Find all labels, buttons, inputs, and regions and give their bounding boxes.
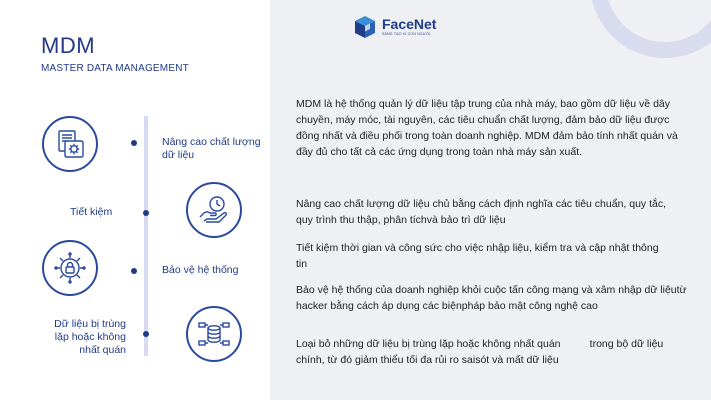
timeline-label-quality: Nâng cao chất lượng dữ liệu bbox=[162, 136, 261, 161]
cube-logo-icon bbox=[352, 14, 378, 40]
quality-paragraph: Nâng cao chất lượng dữ liệu chủ bằng cách định nghĩa các tiêu chuẩn, quy tắc, quy trình thu thập, phân tíchvà bảo trì dữ liệu bbox=[296, 198, 667, 226]
timeline-dot-3 bbox=[131, 268, 137, 274]
protect-circle bbox=[42, 240, 98, 296]
shield-lock-icon bbox=[53, 251, 87, 285]
quality-circle bbox=[42, 116, 98, 172]
facenet-logo bbox=[352, 14, 436, 40]
dedup-circle bbox=[186, 306, 242, 362]
page-title: MDM bbox=[41, 33, 96, 58]
decorative-arc bbox=[590, 0, 711, 58]
database-network-icon bbox=[197, 317, 231, 351]
timeline-dot-2 bbox=[143, 210, 149, 216]
dedup-paragraph: Loại bỏ những dữ liệu bị trùng lặp hoặc không nhất quán trong bộ dữ liệu chính, từ đó giảm thiểu tối đa rủi ro saisót và mất dữ liệu bbox=[296, 338, 667, 366]
timeline-dot-1 bbox=[131, 140, 137, 146]
timeline-label-saving: Tiết kiệm bbox=[70, 206, 113, 218]
logo-name: FaceNet bbox=[382, 16, 437, 32]
saving-paragraph: Tiết kiệm thời gian và công sức cho việc nhập liệu, kiểm tra và cập nhật thông tin bbox=[296, 242, 659, 270]
timeline-line bbox=[144, 116, 148, 356]
protect-paragraph: Bảo vệ hệ thống của doanh nghiệp khỏi cuộc tấn công mạng và xâm nhập dữ liệutừ hacker bằng cách áp dụng các biệnpháp bảo mật công nghệ cao bbox=[296, 284, 687, 312]
timeline-label-protect: Bảo vệ hệ thống bbox=[162, 264, 239, 276]
logo-tagline: SÁNG TẠO VÌ CON NGƯỜI bbox=[382, 32, 431, 36]
intro-paragraph: MDM là hệ thống quản lý dữ liệu tập trung của nhà máy, bao gồm dữ liệu về dây chuyền, máy móc, tài nguyên, các tiêu chuẩn chất lượng, đảm bảo dữ liệu được đồng nhất và điều phối trong toàn doanh nghiệp. MDM đảm bảo tính nhất quán và đầy đủ cho tất cả các ứng dụng trong toàn nhà máy sản xuất. bbox=[296, 98, 678, 158]
page-subtitle: MASTER DATA MANAGEMENT bbox=[41, 63, 189, 74]
saving-circle bbox=[186, 182, 242, 238]
hand-clock-icon bbox=[197, 193, 231, 227]
timeline-label-dedup: Dữ liệu bị trùng lặp hoặc không nhất quán bbox=[54, 318, 126, 356]
document-gear-icon bbox=[53, 127, 87, 161]
timeline-dot-4 bbox=[143, 331, 149, 337]
